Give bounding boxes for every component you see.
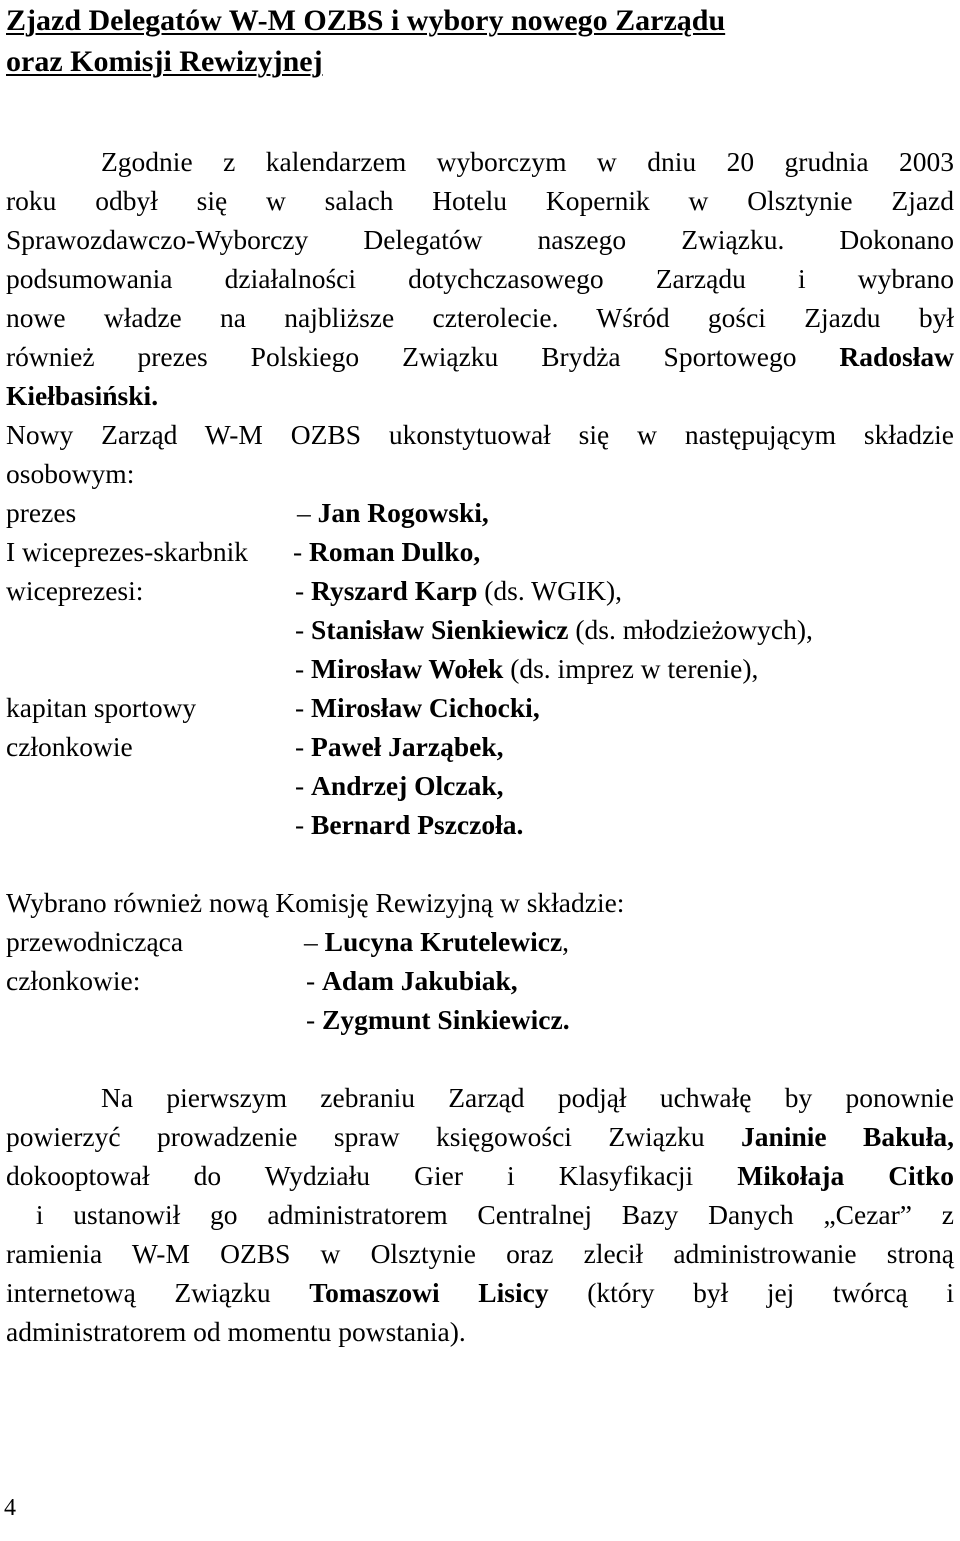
text-line: Nowy Zarząd W-M OZBS ukonstytuował się w następującym składzie bbox=[6, 419, 954, 450]
member-name: Ryszard Karp bbox=[311, 575, 478, 606]
role-label: wiceprezesi: bbox=[6, 575, 144, 606]
member-name: Andrzej Olczak, bbox=[311, 770, 504, 801]
text-line: Wybrano również nową Komisję Rewizyjną w składzie: bbox=[6, 887, 625, 918]
dash: – bbox=[304, 926, 325, 957]
text-line: podsumowania działalności dotychczasowego Zarządu i wybrano bbox=[6, 263, 954, 294]
paragraph-zarzad-intro bbox=[6, 415, 954, 493]
board-row bbox=[6, 532, 954, 571]
board-row bbox=[6, 688, 954, 727]
board-row bbox=[6, 571, 954, 610]
member-name: Stanisław Sienkiewicz bbox=[311, 614, 569, 645]
board-list bbox=[6, 493, 954, 844]
member-entry bbox=[295, 571, 622, 610]
text-line: administratorem od momentu powstania). bbox=[6, 1316, 466, 1347]
member-name: Mirosław Wołek bbox=[311, 653, 504, 684]
member-entry bbox=[306, 1000, 570, 1039]
member-note: (ds. młodzieżowych), bbox=[568, 614, 813, 645]
document-page bbox=[6, 0, 954, 1351]
guest-surname: Kiełbasiński. bbox=[6, 380, 159, 411]
text-span: dokooptował do Wydziału Gier i Klasyfikacji bbox=[6, 1160, 694, 1191]
text-line: nowe władze na najbliższe czterolecie. Wśród gości Zjazdu był bbox=[6, 302, 954, 333]
text-line bbox=[6, 376, 954, 415]
member-entry bbox=[306, 961, 518, 1000]
text-line bbox=[6, 1117, 954, 1156]
member-entry bbox=[295, 805, 523, 844]
text-line: Sprawozdawczo-Wyborczy Delegatów naszego Związku. Dokonano bbox=[6, 224, 954, 255]
member-entry bbox=[295, 766, 504, 805]
member-entry bbox=[295, 688, 540, 727]
text-line bbox=[6, 337, 954, 376]
text-line bbox=[6, 1156, 954, 1195]
article-title bbox=[6, 0, 954, 82]
member-name: Roman Dulko, bbox=[309, 536, 481, 567]
member-note: (ds. imprez w terenie), bbox=[503, 653, 759, 684]
text-span: powierzyć prowadzenie spraw księgowości Związku bbox=[6, 1121, 705, 1152]
board-row bbox=[6, 493, 954, 532]
member-entry bbox=[295, 610, 813, 649]
member-entry bbox=[304, 922, 569, 961]
member-name: Mirosław Cichocki, bbox=[311, 692, 540, 723]
text-span: internetową Związku bbox=[6, 1277, 271, 1308]
dash: - bbox=[295, 653, 312, 684]
commission-row bbox=[6, 1000, 954, 1039]
text-line: i ustanowił go administratorem Centralnej Bazy Danych „Cezar” z bbox=[6, 1199, 955, 1230]
text-span: również prezes Polskiego Związku Brydża Sportowego bbox=[6, 341, 797, 372]
text-line: ramienia W-M OZBS w Olsztynie oraz zlecił administrowanie stroną bbox=[6, 1238, 954, 1269]
member-note: (ds. WGIK), bbox=[477, 575, 622, 606]
dash: - bbox=[295, 614, 312, 645]
member-entry bbox=[295, 727, 504, 766]
dash: - bbox=[306, 1004, 323, 1035]
paragraph-zjazd bbox=[6, 142, 954, 415]
title-line-1: Zjazd Delegatów W-M OZBS i wybory nowego Zarządu bbox=[6, 4, 726, 37]
page-number: 4 bbox=[4, 1495, 16, 1521]
board-row bbox=[6, 727, 954, 766]
dash: - bbox=[295, 809, 312, 840]
dash: – bbox=[297, 497, 318, 528]
board-row bbox=[6, 805, 954, 844]
member-name: Paweł Jarząbek, bbox=[311, 731, 504, 762]
role-label: prezes bbox=[6, 497, 77, 528]
role-label: kapitan sportowy bbox=[6, 692, 197, 723]
text-span: (który był jej twórcą i bbox=[587, 1277, 955, 1308]
role-label: członkowie: bbox=[6, 965, 141, 996]
text-line: roku odbył się w salach Hotelu Kopernik w Olsztynie Zjazd bbox=[6, 185, 954, 216]
role-label: przewodnicząca bbox=[6, 926, 184, 957]
dash: - bbox=[293, 536, 310, 567]
commission-list bbox=[6, 922, 954, 1039]
role-label: I wiceprezes-skarbnik bbox=[6, 536, 249, 567]
dash: - bbox=[295, 770, 312, 801]
commission-row bbox=[6, 922, 954, 961]
person-name: Janinie Bakuła, bbox=[741, 1121, 954, 1152]
member-name: Zygmunt Sinkiewicz. bbox=[322, 1004, 570, 1035]
text-line: Na pierwszym zebraniu Zarząd podjął uchwałę by ponownie bbox=[101, 1082, 954, 1113]
board-row bbox=[6, 610, 954, 649]
paragraph-komisja bbox=[6, 883, 954, 922]
text-line: Zgodnie z kalendarzem wyborczym w dniu 20 grudnia 2003 bbox=[101, 146, 954, 177]
paragraph-uchwala bbox=[6, 1078, 954, 1351]
member-entry bbox=[295, 649, 758, 688]
person-name: Mikołaja Citko bbox=[737, 1160, 955, 1191]
member-name: Jan Rogowski, bbox=[317, 497, 489, 528]
member-name: Adam Jakubiak, bbox=[322, 965, 518, 996]
guest-name: Radosław bbox=[839, 341, 955, 372]
commission-row bbox=[6, 961, 954, 1000]
title-line-2: oraz Komisji Rewizyjnej bbox=[6, 45, 323, 78]
role-label: członkowie bbox=[6, 731, 133, 762]
dash: - bbox=[295, 731, 312, 762]
board-row bbox=[6, 649, 954, 688]
board-row bbox=[6, 766, 954, 805]
member-name: Lucyna Krutelewicz bbox=[324, 926, 563, 957]
member-entry bbox=[293, 532, 480, 571]
dash: - bbox=[295, 575, 312, 606]
member-note: , bbox=[562, 926, 570, 957]
text-line bbox=[6, 1273, 954, 1312]
person-name: Tomaszowi Lisicy bbox=[309, 1277, 549, 1308]
text-line: osobowym: bbox=[6, 458, 135, 489]
member-name: Bernard Pszczoła. bbox=[311, 809, 524, 840]
member-entry bbox=[297, 493, 489, 532]
dash: - bbox=[306, 965, 323, 996]
dash: - bbox=[295, 692, 312, 723]
